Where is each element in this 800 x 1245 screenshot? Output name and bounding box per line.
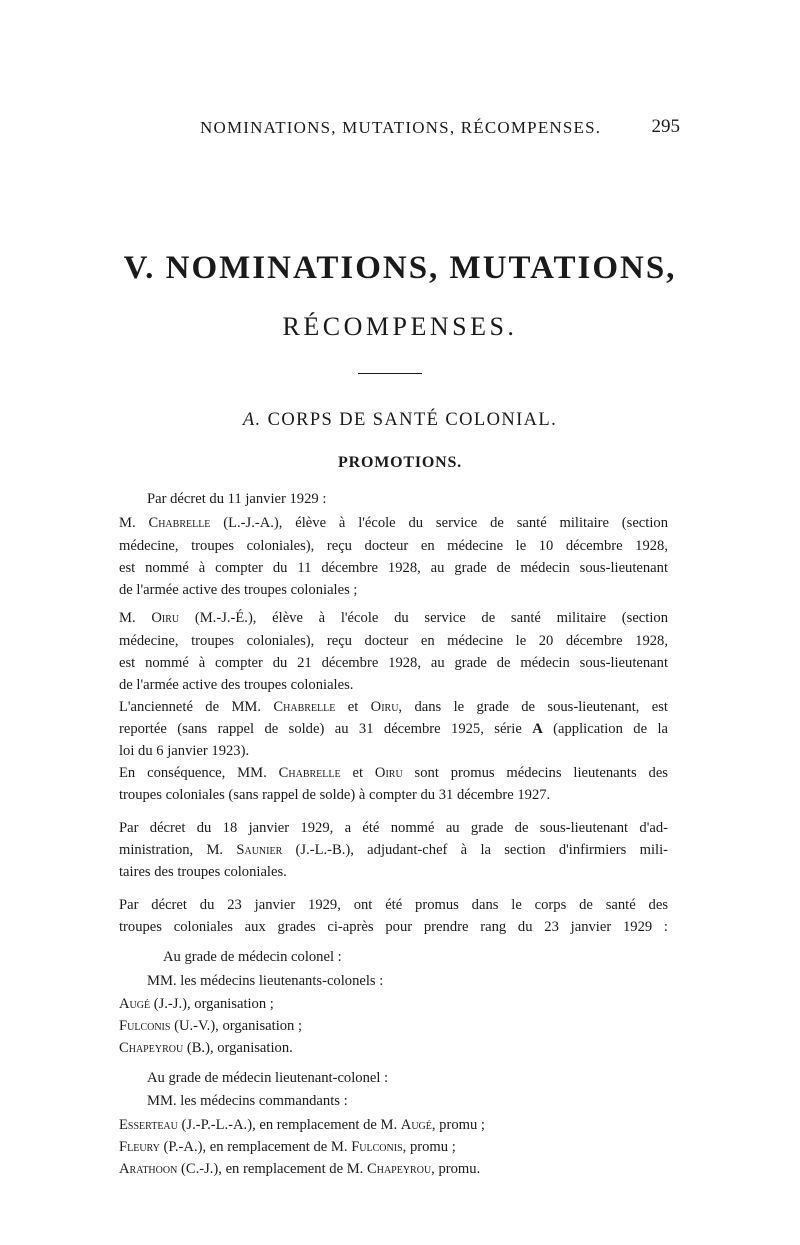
section-name: CORPS DE SANTÉ COLONIAL. (267, 410, 558, 430)
list-item: Fulconis (U.-V.), organisation ; (119, 1018, 303, 1034)
text-line: loi du 6 janvier 1923). (119, 743, 250, 759)
decree-intro: Par décret du 11 janvier 1929 : (147, 491, 327, 507)
text-line: M. Chabrelle (L.-J.-A.), élève à l'école du service de santé militaire (section (119, 515, 668, 531)
section-heading (0, 410, 800, 431)
person-name: Saunier (236, 842, 283, 858)
text-line: médecine, troupes coloniales), reçu docteur en médecine le 10 décembre 1928, (119, 538, 668, 554)
page-number: 295 (651, 116, 680, 137)
person-name: Fulconis (119, 1018, 171, 1034)
list-item: Augé (J.-J.), organisation ; (119, 996, 274, 1012)
person-name: Augé (119, 996, 151, 1012)
person-name: Chabrelle (278, 765, 341, 781)
text-line: taires des troupes coloniales. (119, 864, 287, 880)
person-name: Chabrelle (273, 699, 336, 715)
group-heading: MM. les médecins lieutenants-colonels : (147, 973, 384, 989)
chapter-title: V. NOMINATIONS, MUTATIONS, (123, 250, 677, 286)
text-line: Par décret du 23 janvier 1929, ont été promus dans le corps de santé des (119, 897, 668, 913)
section-letter: A. (242, 410, 262, 430)
person-name: Oiru (374, 765, 403, 781)
list-item: Esserteau (J.-P.-L.-A.), en remplacement de M. Augé, promu ; (119, 1117, 485, 1133)
text-line: ministration, M. Saunier (J.-L.-B.), adjudant-chef à la section d'infirmiers mili- (119, 842, 668, 858)
grade-heading: Au grade de médecin colonel : (163, 949, 342, 965)
text-line: Par décret du 18 janvier 1929, a été nommé au grade de sous-lieutenant d'ad- (119, 820, 668, 836)
text-line: M. Oiru (M.-J.-É.), élève à l'école du service de santé militaire (section (119, 610, 668, 626)
text-line: de l'armée active des troupes coloniales ; (119, 582, 358, 598)
text-line: troupes coloniales aux grades ci-après pour prendre rang du 23 janvier 1929 : (119, 919, 668, 935)
person-name: Esserteau (119, 1117, 178, 1133)
text-line: médecine, troupes coloniales), reçu docteur en médecine le 20 décembre 1928, (119, 633, 668, 649)
text-line: troupes coloniales (sans rappel de solde) à compter du 31 décembre 1927. (119, 787, 551, 803)
text-line: L'ancienneté de MM. Chabrelle et Oiru, dans le grade de sous-lieutenant, est (119, 699, 668, 715)
text-line: est nommé à compter du 11 décembre 1928, au grade de médecin sous-lieutenant (119, 560, 668, 576)
chapter-title-continued: RÉCOMPENSES. (282, 312, 518, 341)
person-name: Chapeyrou (119, 1040, 184, 1056)
subheading-promotions: PROMOTIONS. (338, 454, 462, 471)
list-item: Fleury (P.-A.), en remplacement de M. Fulconis, promu ; (119, 1139, 456, 1155)
text-line: En conséquence, MM. Chabrelle et Oiru sont promus médecins lieutenants des (119, 765, 668, 781)
person-name: Arathoon (119, 1161, 178, 1177)
person-name: Chabrelle (148, 515, 211, 531)
grade-heading: Au grade de médecin lieutenant-colonel : (147, 1070, 389, 1086)
running-title: NOMINATIONS, MUTATIONS, RÉCOMPENSES. (200, 118, 602, 137)
text-line: de l'armée active des troupes coloniales. (119, 677, 354, 693)
person-name: Fleury (119, 1139, 160, 1155)
person-name: Oiru (370, 699, 399, 715)
title-divider (358, 373, 422, 374)
list-item: Chapeyrou (B.), organisation. (119, 1040, 293, 1056)
text-line: reportée (sans rappel de solde) au 31 décembre 1925, série A (application de la (119, 721, 668, 737)
text-line: est nommé à compter du 21 décembre 1928, au grade de médecin sous-lieutenant (119, 655, 668, 671)
person-name: Oiru (151, 610, 180, 626)
group-heading: MM. les médecins commandants : (147, 1093, 348, 1109)
list-item: Arathoon (C.-J.), en remplacement de M. Chapeyrou, promu. (119, 1161, 481, 1177)
